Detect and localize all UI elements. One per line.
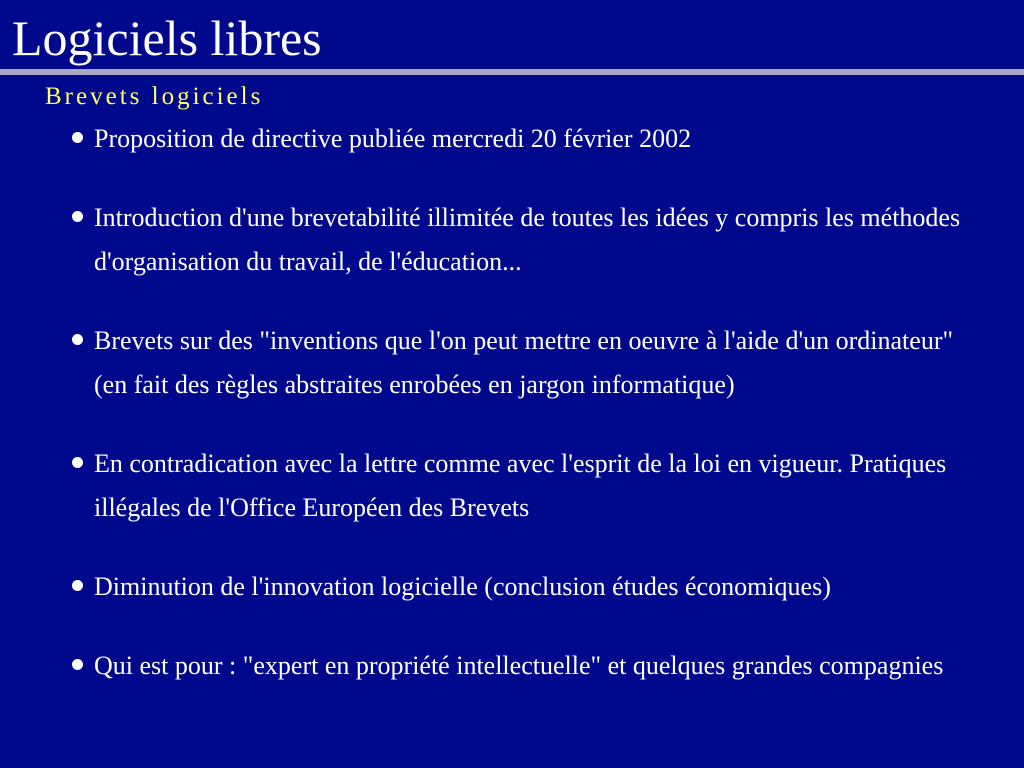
- bullet-text: Brevets sur des "inventions que l'on peut mettre en oeuvre à l'aide d'un ordinateur" (en fait des règles abstraites enrobées en jargon informatique): [94, 326, 954, 399]
- bullet-item: [72, 319, 992, 407]
- bullet-icon: [72, 211, 83, 222]
- bullet-text: Introduction d'une brevetabilité illimitée de toutes les idées y compris les méthodes d'organisation du travail, de l'éducation...: [94, 203, 961, 276]
- slide-subtitle: Brevets logiciels: [45, 83, 264, 110]
- bullet-icon: [72, 334, 83, 345]
- bullet-text: En contradication avec la lettre comme avec l'esprit de la loi en vigueur. Pratiques illégales de l'Office Européen des Brevets: [94, 449, 947, 522]
- bullet-icon: [72, 132, 83, 143]
- bullet-item: [72, 196, 992, 284]
- bullet-text: Diminution de l'innovation logicielle (conclusion études économiques): [94, 572, 831, 601]
- bullet-icon: [72, 457, 83, 468]
- bullet-item: [72, 644, 992, 688]
- bullet-text: Proposition de directive publiée mercredi 20 février 2002: [94, 124, 692, 153]
- bullet-icon: [72, 659, 83, 670]
- slide-title: Logiciels libres: [12, 10, 322, 66]
- bullet-item: [72, 565, 992, 609]
- bullet-item: [72, 117, 992, 161]
- bullet-text: Qui est pour : "expert en propriété intellectuelle" et quelques grandes compagnies: [94, 651, 944, 680]
- bullet-item: [72, 442, 992, 530]
- bullet-icon: [72, 580, 83, 591]
